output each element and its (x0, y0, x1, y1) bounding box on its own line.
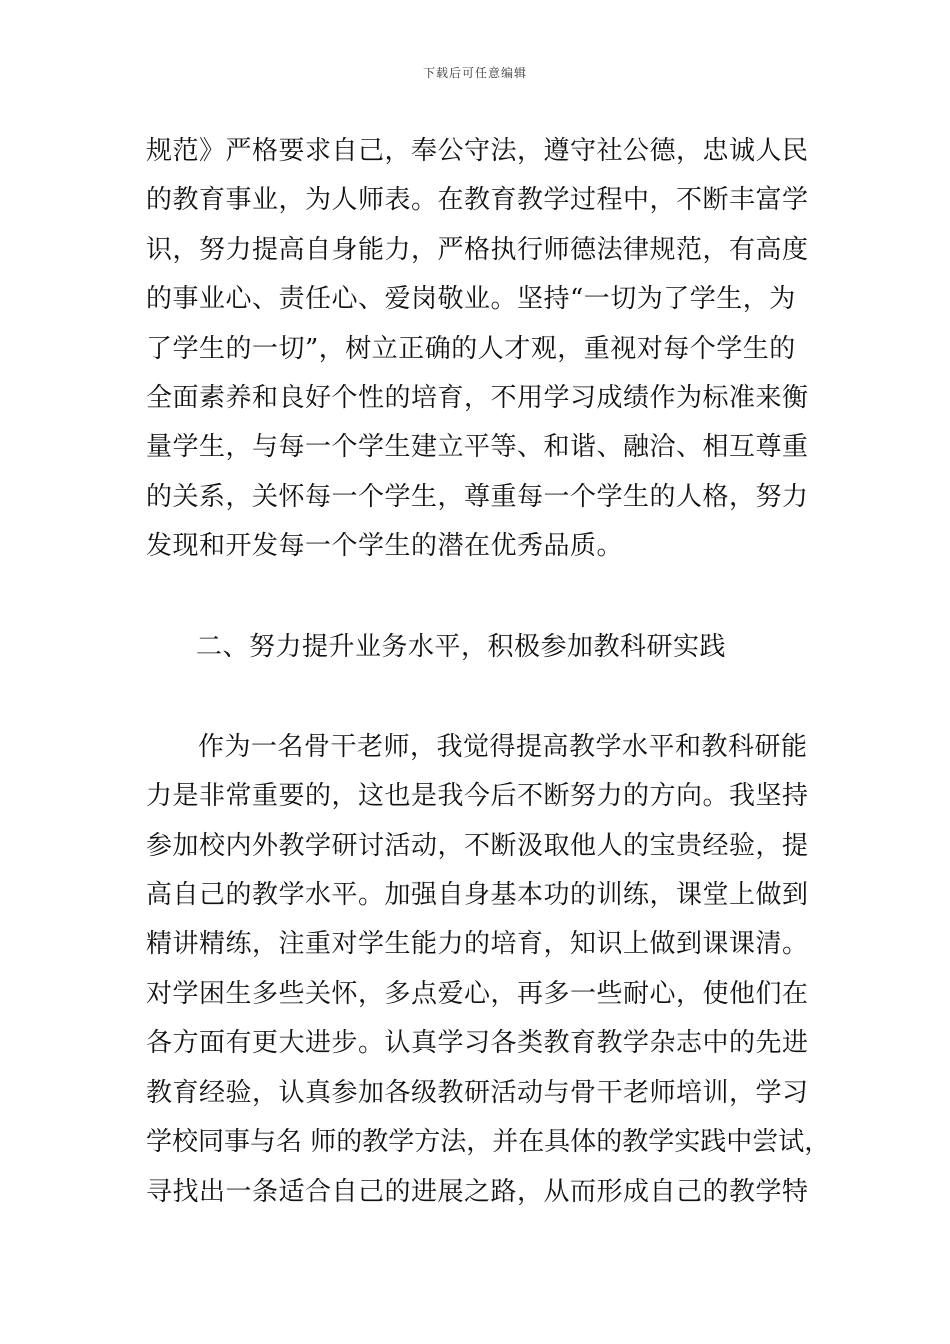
paragraph-line: 力是非常重要的，这也是我今后不断努力的方向。我坚持 (146, 781, 809, 811)
paragraph-line: 教育经验，认真参加各级教研活动与骨干老师培训，学习 (146, 1078, 809, 1108)
paragraph-line: 学校同事与名 师的教学方法，并在具体的教学实践中尝试， (146, 1127, 831, 1157)
paragraph-line: 的关系，关怀每一个学生，尊重每一个学生的人格，努力 (146, 482, 809, 512)
paragraph-line: 全面素养和良好个性的培育，不用学习成绩作为标准来衡 (146, 383, 809, 413)
paragraph-line: 规范》严格要求自己，奉公守法，遵守社公德，忠诚人民 (146, 136, 809, 166)
section-heading: 二、努力提升业务水平，积极参加教科研实践 (196, 632, 727, 662)
paragraph-line: 各方面有更大进步。认真学习各类教育教学杂志中的先进 (146, 1028, 809, 1058)
paragraph-line: 的事业心、责任心、爱岗敬业。坚持“一切为了学生，为 (146, 284, 796, 314)
paragraph-line: 参加校内外教学研讨活动，不断汲取他人的宝贵经验，提 (146, 831, 809, 861)
page-header: 下载后可任意编辑 (422, 66, 527, 80)
paragraph-line: 发现和开发每一个学生的潜在优秀品质。 (146, 531, 624, 561)
paragraph-line: 高自己的教学水平。加强自身基本功的训练，课堂上做到 (146, 880, 809, 910)
paragraph-line: 精讲精练，注重对学生能力的培育，知识上做到课课清。 (146, 929, 809, 959)
paragraph-line: 识，努力提高自身能力，严格执行师德法律规范，有高度 (146, 235, 809, 265)
paragraph-line: 寻找出一条适合自己的进展之路，从而形成自己的教学特 (146, 1177, 809, 1207)
paragraph-line: 的教育事业，为人师表。在教育教学过程中，不断丰富学 (146, 185, 809, 215)
paragraph-line: 了学生的一切”，树立正确的人才观，重视对每个学生的 (146, 334, 796, 364)
paragraph-line: 对学困生多些关怀，多点爱心，再多一些耐心，使他们在 (146, 979, 809, 1009)
paragraph-line: 量学生，与每一个学生建立平等、和谐、融洽、相互尊重 (146, 432, 809, 462)
paragraph-line: 作为一名骨干老师，我觉得提高教学水平和教科研能 (198, 732, 808, 762)
